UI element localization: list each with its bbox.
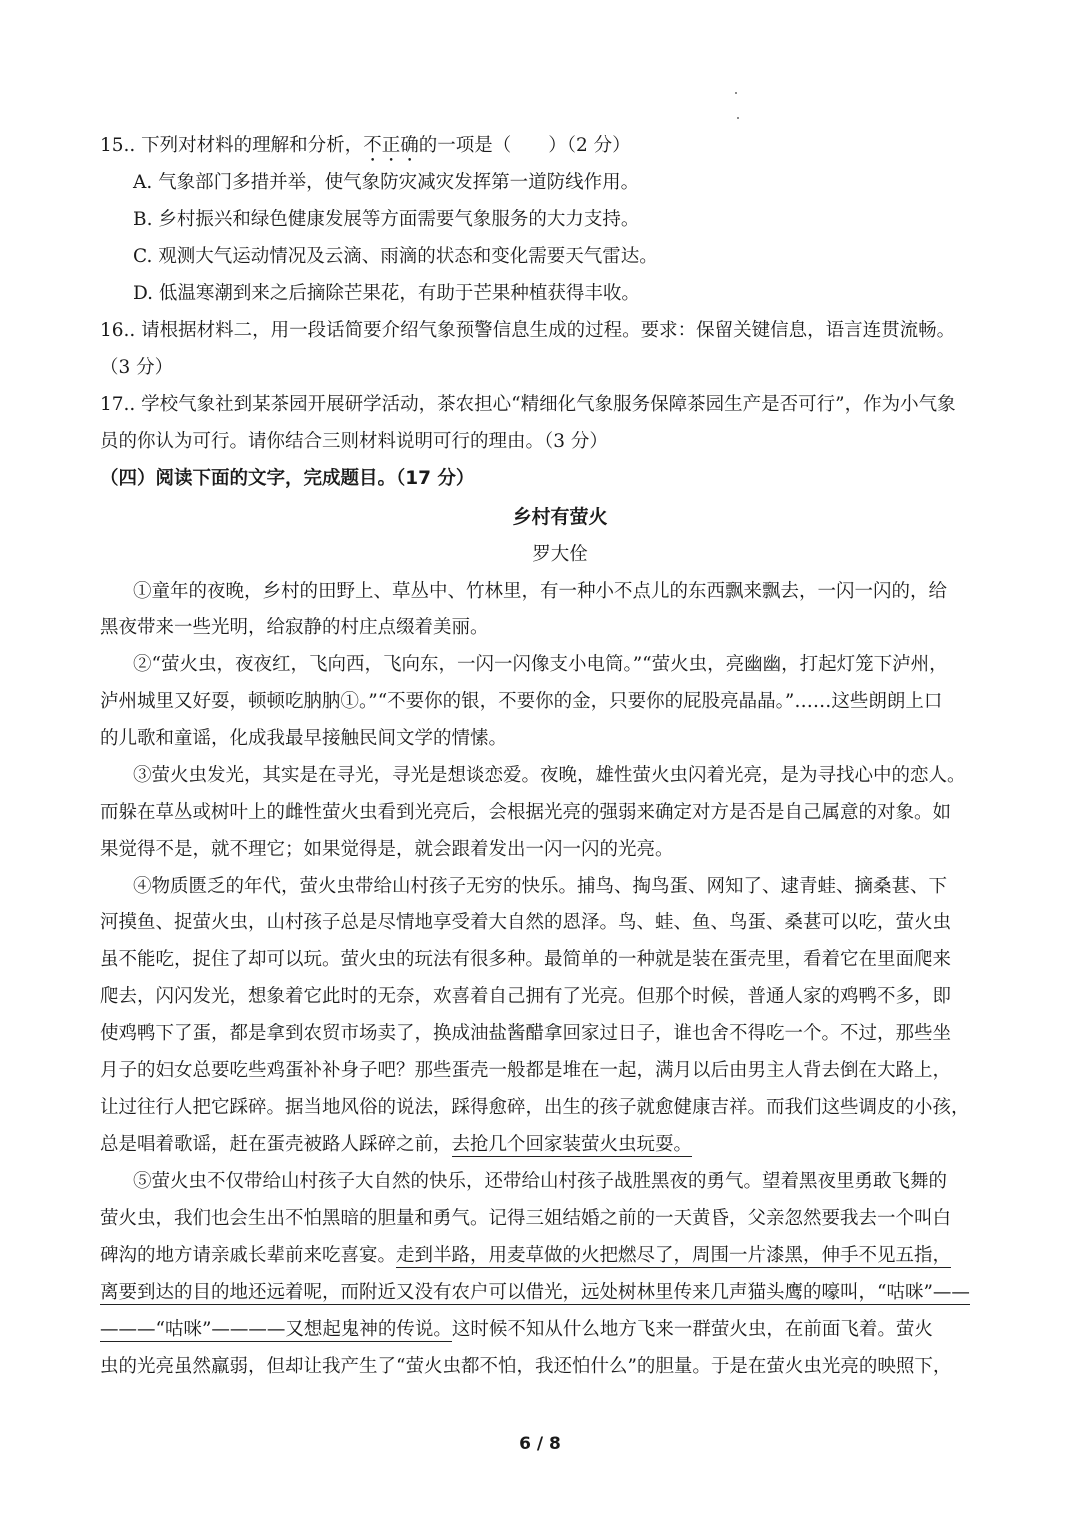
para5-line xyxy=(100,1278,970,1304)
para5-underlined-text: 离要到达的目的地还远着呢，而附近又没有农户可以借光，远处树林里传来几声猫头鹰的嚎叫，“咕咪”—— xyxy=(100,1282,970,1303)
para5-underlined-text: 走到半路，用麦草做的火把燃尽了，周围一片漆黑，伸手不见五指， xyxy=(396,1245,952,1266)
q15-option-d: D. 低温寒潮到来之后摘除芒果花，有助于芒果种植获得丰收。 xyxy=(133,283,640,304)
para5-line: 萤火虫，我们也会生出不怕黑暗的胆量和勇气。记得三姐结婚之前的一天黄昏，父亲忽然要我去一个叫白 xyxy=(100,1208,952,1229)
q15-stem-text: 15.. 下列对材料的理解和分析， xyxy=(100,135,364,156)
question-16-line1: 16.. 请根据材料二，用一段话简要介绍气象预警信息生成的过程。要求：保留关键信息，语言连贯流畅。 xyxy=(100,320,956,341)
article-author: 罗大佺 xyxy=(532,544,588,565)
para5-underlined-text: ———“咕咪”————又想起鬼神的传说。 xyxy=(100,1319,452,1340)
q15-option-b: B. 乡村振兴和绿色健康发展等方面需要气象服务的大力支持。 xyxy=(133,209,640,230)
scan-speck xyxy=(737,117,739,119)
page-number: 6 / 8 xyxy=(519,1434,561,1454)
question-17-line1: 17.. 学校气象社到某茶园开展研学活动，茶农担心“精细化气象服务保障茶园生产是否可行”，作为小气象 xyxy=(100,394,956,415)
para4-line: 河摸鱼、捉萤火虫，山村孩子总是尽情地享受着大自然的恩泽。鸟、蛙、鱼、鸟蛋、桑葚可以吃，萤火虫 xyxy=(100,912,952,933)
para4-line: 让过往行人把它踩碎。据当地风俗的说法，踩得愈碎，出生的孩子就愈健康吉祥。而我们这些调皮的小孩， xyxy=(100,1097,970,1118)
para2-line: ②“萤火虫，夜夜红，飞向西，飞向东，一闪一闪像支小电筒。”“萤火虫，亮幽幽，打起灯笼下泸州， xyxy=(133,654,948,675)
para4-underlined-sentence: 去抢几个回家装萤火虫玩耍。 xyxy=(451,1134,693,1155)
para3-line: 而躲在草丛或树叶上的雌性萤火虫看到光亮后，会根据光亮的强弱来确定对方是否是自己属意的对象。如 xyxy=(100,802,952,823)
para1-line: ①童年的夜晚，乡村的田野上、草丛中、竹林里，有一种小不点儿的东西飘来飘去，一闪一闪的，给 xyxy=(133,581,948,602)
scan-speck xyxy=(735,92,737,94)
para5-plain-text: 碑沟的地方请亲戚长辈前来吃喜宴。 xyxy=(100,1245,397,1266)
para4-line: 爬去，闪闪发光，想象着它此时的无奈，欢喜着自己拥有了光亮。但那个时候，普通人家的鸡鸭不多，即 xyxy=(100,986,952,1007)
para3-line: 果觉得不是，就不理它；如果觉得是，就会跟着发出一闪一闪的光亮。 xyxy=(100,839,674,860)
para4-line: 使鸡鸭下了蛋，都是拿到农贸市场卖了，换成油盐酱醋拿回家过日子，谁也舍不得吃一个。不过，那些坐 xyxy=(100,1023,952,1044)
para2-line: 泸州城里又好耍，顿顿吃肭肭①。”“不要你的银，不要你的金，只要你的屁股亮晶晶。”……这些朗朗上口 xyxy=(100,691,943,712)
para5-line xyxy=(100,1315,933,1341)
question-16-line2: （3 分） xyxy=(100,357,174,378)
q15-option-a: A. 气象部门多措并举，使气象防灾减灾发挥第一道防线作用。 xyxy=(133,172,640,193)
para5-line: ⑤萤火虫不仅带给山村孩子大自然的快乐，还带给山村孩子战胜黑夜的勇气。望着黑夜里勇敢飞舞的 xyxy=(133,1171,948,1192)
article-title: 乡村有萤火 xyxy=(512,506,608,528)
para5-line: 虫的光亮虽然羸弱，但却让我产生了“萤火虫都不怕，我还怕什么”的胆量。于是在萤火虫光亮的映照下， xyxy=(100,1356,952,1377)
para5-plain-text: 这时候不知从什么地方飞来一群萤火虫，在前面飞着。萤火 xyxy=(451,1319,933,1340)
para4-line: ④物质匮乏的年代，萤火虫带给山村孩子无穷的快乐。捕鸟、掏鸟蛋、网知了、逮青蛙、摘桑葚、下 xyxy=(133,876,948,897)
para4-line: 月子的妇女总要吃些鸡蛋补补身子吧？那些蛋壳一般都是堆在一起，满月以后由男主人背去倒在大路上， xyxy=(100,1060,952,1081)
para1-line: 黑夜带来一些光明，给寂静的村庄点缀着美丽。 xyxy=(100,617,489,638)
para4-plain-text: 总是唱着歌谣，赶在蛋壳被路人踩碎之前， xyxy=(100,1134,452,1155)
question-17-line2: 员的你认为可行。请你结合三则材料说明可行的理由。（3 分） xyxy=(100,431,608,452)
section-4-heading: （四）阅读下面的文字，完成题目。（17 分） xyxy=(100,468,475,489)
q15-emphasis-text: 不正确 xyxy=(363,135,419,156)
para4-line-last xyxy=(100,1130,692,1156)
para4-line: 虽不能吃，捉住了却可以玩。萤火虫的玩法有很多种。最简单的一种就是装在蛋壳里，看着它在里面爬来 xyxy=(100,949,952,970)
question-15-stem xyxy=(100,131,631,166)
para2-line: 的儿歌和童谣，化成我最早接触民间文学的情愫。 xyxy=(100,728,508,749)
para3-line: ③萤火虫发光，其实是在寻光，寻光是想谈恋爱。夜晚，雄性萤火虫闪着光亮，是为寻找心中的恋人。 xyxy=(133,765,966,786)
q15-stem-tail: 的一项是（ ）（2 分） xyxy=(418,135,631,156)
q15-option-c: C. 观测大气运动情况及云滴、雨滴的状态和变化需要天气雷达。 xyxy=(133,246,658,267)
para5-line xyxy=(100,1241,951,1267)
